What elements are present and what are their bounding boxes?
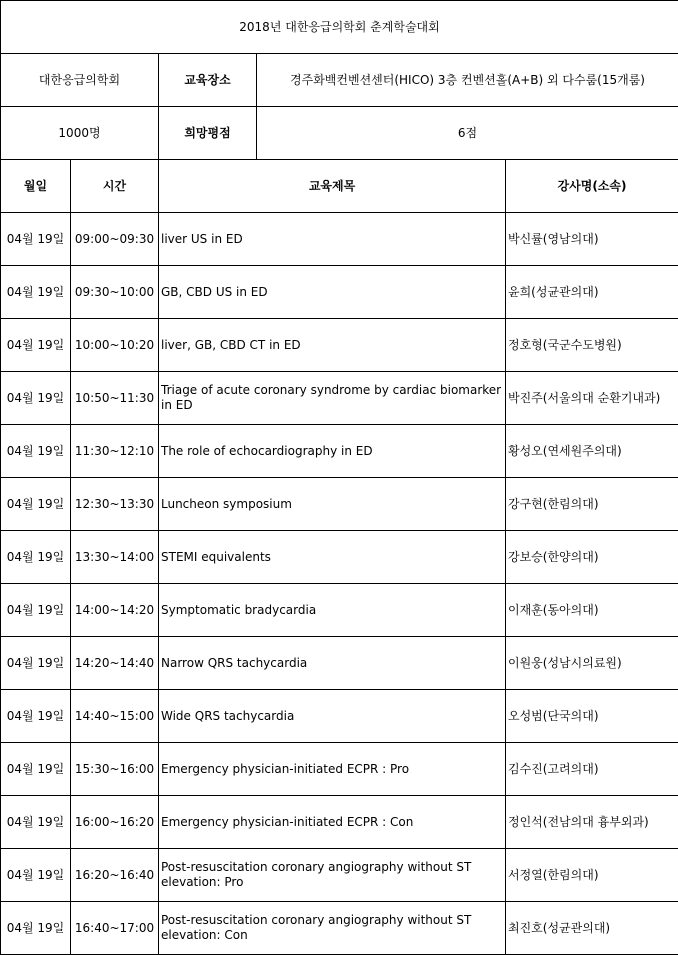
- row-topic: The role of echocardiography in ED: [159, 425, 506, 478]
- table-row: [1, 319, 678, 372]
- row-speaker: 이재훈(동아의대): [506, 584, 678, 637]
- row-topic: Post-resuscitation coronary angiography without ST elevation: Pro: [159, 849, 506, 902]
- row-speaker: 김수진(고려의대): [506, 743, 678, 796]
- row-speaker: 황성오(연세원주의대): [506, 425, 678, 478]
- row-time: 09:30~10:00: [71, 266, 159, 319]
- row-time: 16:20~16:40: [71, 849, 159, 902]
- row-time: 16:00~16:20: [71, 796, 159, 849]
- header-topic: 교육제목: [159, 160, 506, 213]
- row-speaker: 서정열(한림의대): [506, 849, 678, 902]
- table-row: [1, 531, 678, 584]
- row-date: 04월 19일: [1, 266, 71, 319]
- row-date: 04월 19일: [1, 690, 71, 743]
- attendee-count: 1000명: [1, 107, 159, 160]
- row-speaker: 오성범(단국의대): [506, 690, 678, 743]
- document-title: 2018년 대한응급의학회 춘계학술대회: [1, 1, 678, 54]
- row-topic: Narrow QRS tachycardia: [159, 637, 506, 690]
- header-row: [1, 160, 678, 213]
- header-time: 시간: [71, 160, 159, 213]
- table-row: [1, 584, 678, 637]
- row-speaker: 강구현(한림의대): [506, 478, 678, 531]
- row-time: 13:30~14:00: [71, 531, 159, 584]
- table-row: [1, 425, 678, 478]
- table-row: [1, 690, 678, 743]
- row-speaker: 최진호(성균관의대): [506, 902, 678, 955]
- row-topic: liver, GB, CBD CT in ED: [159, 319, 506, 372]
- row-date: 04월 19일: [1, 372, 71, 425]
- row-date: 04월 19일: [1, 637, 71, 690]
- row-speaker: 박진주(서울의대 순환기내과): [506, 372, 678, 425]
- organization-name: 대한응급의학회: [1, 54, 159, 107]
- row-time: 12:30~13:30: [71, 478, 159, 531]
- row-date: 04월 19일: [1, 849, 71, 902]
- table-row: [1, 902, 678, 955]
- header-date: 월일: [1, 160, 71, 213]
- row-time: 15:30~16:00: [71, 743, 159, 796]
- table-row: [1, 266, 678, 319]
- row-time: 11:30~12:10: [71, 425, 159, 478]
- row-speaker: 박신률(영남의대): [506, 213, 678, 266]
- row-time: 14:00~14:20: [71, 584, 159, 637]
- table-row: [1, 796, 678, 849]
- info-row-place: [1, 54, 678, 107]
- row-date: 04월 19일: [1, 796, 71, 849]
- row-topic: liver US in ED: [159, 213, 506, 266]
- table-row: [1, 372, 678, 425]
- table-row: [1, 478, 678, 531]
- row-date: 04월 19일: [1, 425, 71, 478]
- row-time: 14:20~14:40: [71, 637, 159, 690]
- row-speaker: 정호형(국군수도병원): [506, 319, 678, 372]
- row-topic: Triage of acute coronary syndrome by cardiac biomarker in ED: [159, 372, 506, 425]
- place-value: 경주화백컨벤션센터(HICO) 3층 컨벤션홀(A+B) 외 다수룸(15개룸): [257, 54, 678, 107]
- table-row: [1, 213, 678, 266]
- row-time: 09:00~09:30: [71, 213, 159, 266]
- row-date: 04월 19일: [1, 213, 71, 266]
- table-row: [1, 637, 678, 690]
- row-topic: Luncheon symposium: [159, 478, 506, 531]
- row-topic: Emergency physician-initiated ECPR : Con: [159, 796, 506, 849]
- row-topic: Wide QRS tachycardia: [159, 690, 506, 743]
- row-date: 04월 19일: [1, 531, 71, 584]
- row-date: 04월 19일: [1, 478, 71, 531]
- row-date: 04월 19일: [1, 743, 71, 796]
- row-speaker: 윤희(성균관의대): [506, 266, 678, 319]
- row-topic: GB, CBD US in ED: [159, 266, 506, 319]
- row-topic: Emergency physician-initiated ECPR : Pro: [159, 743, 506, 796]
- row-time: 14:40~15:00: [71, 690, 159, 743]
- row-topic: Symptomatic bradycardia: [159, 584, 506, 637]
- info-row-score: [1, 107, 678, 160]
- table-row: [1, 743, 678, 796]
- row-time: 10:50~11:30: [71, 372, 159, 425]
- row-topic: Post-resuscitation coronary angiography without ST elevation: Con: [159, 902, 506, 955]
- row-date: 04월 19일: [1, 319, 71, 372]
- table-row: [1, 849, 678, 902]
- header-speaker: 강사명(소속): [506, 160, 678, 213]
- row-date: 04월 19일: [1, 902, 71, 955]
- row-topic: STEMI equivalents: [159, 531, 506, 584]
- row-speaker: 이원웅(성남시의료원): [506, 637, 678, 690]
- score-value: 6점: [257, 107, 678, 160]
- score-label: 희망평점: [159, 107, 257, 160]
- row-time: 16:40~17:00: [71, 902, 159, 955]
- row-time: 10:00~10:20: [71, 319, 159, 372]
- place-label: 교육장소: [159, 54, 257, 107]
- row-speaker: 정인석(전남의대 흉부외과): [506, 796, 678, 849]
- row-date: 04월 19일: [1, 584, 71, 637]
- row-speaker: 강보승(한양의대): [506, 531, 678, 584]
- title-row: [1, 1, 678, 54]
